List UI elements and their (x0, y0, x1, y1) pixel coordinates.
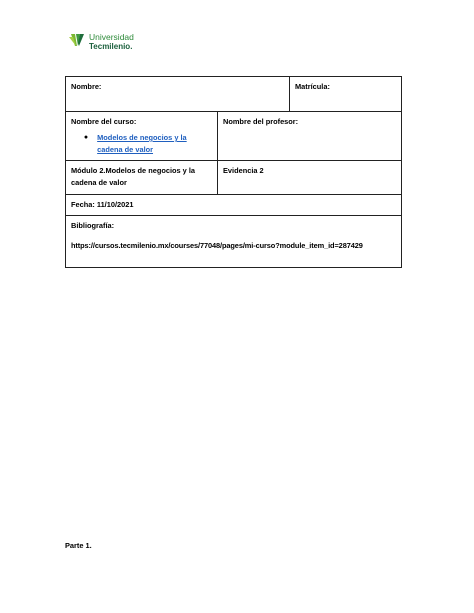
bibliografia-cell (66, 216, 402, 268)
bullet-icon: ● (83, 134, 89, 141)
bibliografia-url: https://cursos.tecmilenio.mx/courses/77048/pages/mi-curso?module_item_id=287429 (71, 241, 363, 250)
logo-line2: Tecmilenio. (89, 41, 133, 51)
modulo-cell (66, 161, 218, 195)
profesor-label: Nombre del profesor: (223, 117, 299, 126)
university-logo (68, 31, 138, 53)
tecmilenio-leaf-icon (68, 32, 86, 50)
cover-table (65, 76, 402, 268)
profesor-cell (218, 112, 402, 161)
curso-bullet-item (71, 132, 212, 156)
nombre-cell (66, 77, 290, 112)
bibliografia-label: Bibliografía: (71, 221, 115, 230)
fecha-cell (66, 195, 402, 216)
curso-label: Nombre del curso: (71, 117, 137, 126)
nombre-label: Nombre: (71, 82, 102, 91)
footer-text: Parte 1. (65, 541, 92, 550)
logo-line1: Universidad (89, 32, 134, 42)
curso-link[interactable]: Modelos de negocios y la cadena de valor (97, 133, 187, 154)
matricula-label: Matrícula: (295, 82, 330, 91)
modulo-label: Módulo 2.Modelos de negocios y la cadena de valor (71, 166, 196, 187)
matricula-cell (290, 77, 402, 112)
evidencia-cell (218, 161, 402, 195)
fecha-label: Fecha: 11/10/2021 (71, 200, 134, 209)
evidencia-label: Evidencia 2 (223, 166, 264, 175)
curso-cell (66, 112, 218, 161)
